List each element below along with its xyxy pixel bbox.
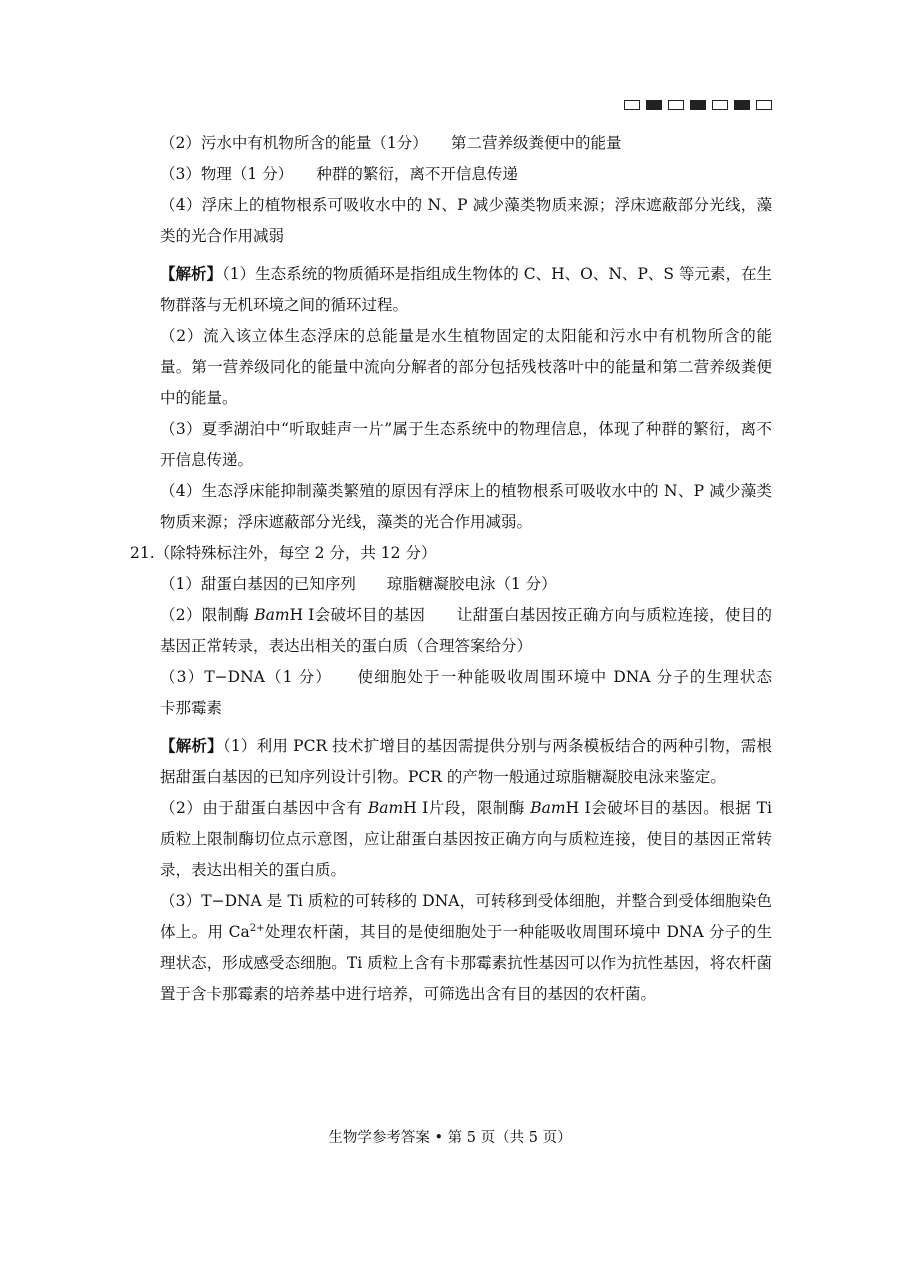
q21-analysis-1: 【解析】（1）利用 PCR 技术扩增目的基因需提供分别与两条模板结合的两种引物，需根据甜蛋白基因的已知序列设计引物。PCR 的产物一般通过琼脂糖凝胶电泳来鉴定。 <box>160 736 772 786</box>
empty-square-mark <box>712 100 728 110</box>
q20-answer-2: （2）污水中有机物所含的能量（1分） 第二营养级粪便中的能量 <box>160 134 622 152</box>
q20-answer-4: （4）浮床上的植物根系可吸收水中的 N、P 减少藻类物质来源；浮床遮蔽部分光线，藻类的光合作用减弱 <box>160 196 772 245</box>
empty-square-mark <box>756 100 772 110</box>
q20-analysis-3: （3）夏季湖泊中“听取蛙声一片”属于生态系统中的物理信息，体现了种群的繁衍，离不开信息传递。 <box>160 420 772 469</box>
empty-square-mark <box>624 100 640 110</box>
q20-analysis-2: （2）流入该立体生态浮床的总能量是水生植物固定的太阳能和污水中有机物所含的能量。第一营养级同化的能量中流向分解者的部分包括残枝落叶中的能量和第二营养级粪便中的能量。 <box>160 327 772 407</box>
page-footer: 生物学参考答案 • 第 5 页（共 5 页） <box>328 1130 572 1146</box>
q21-answer-2: （2）限制酶 BamH Ⅰ会破坏目的基因 让甜蛋白基因按正确方向与质粒连接，使目的基因正常转录，表达出相关的蛋白质（合理答案给分） <box>160 606 772 655</box>
superscript: 2+ <box>249 922 265 934</box>
page-marks <box>624 100 772 110</box>
empty-square-mark <box>668 100 684 110</box>
q21-analysis-2: （2）由于甜蛋白基因中含有 BamH Ⅰ片段，限制酶 BamH Ⅰ会破坏目的基因。根据 Ti 质粒上限制酶切位点示意图，应让甜蛋白基因按正确方向与质粒连接，使目的基因正常转录，表达出相关的蛋白质。 <box>160 799 777 879</box>
answer-content <box>130 128 804 1010</box>
q21-answer-3: （3）T−DNA（1 分） 使细胞处于一种能吸收周围环境中 DNA 分子的生理状态 卡那霉素 <box>160 668 804 717</box>
q21-header: 21.（除特殊标注外，每空 2 分，共 12 分） <box>130 544 437 562</box>
q20-analysis-1: 【解析】（1）生态系统的物质循环是指组成生物体的 C、H、O、N、P、S 等元素，在生物群落与无机环境之间的循环过程。 <box>160 264 772 314</box>
q20-analysis-4: （4）生态浮床能抑制藻类繁殖的原因有浮床上的植物根系可吸收水中的 N、P 减少藻类物质来源；浮床遮蔽部分光线，藻类的光合作用减弱。 <box>160 482 772 531</box>
filled-square-mark <box>690 100 706 110</box>
q21-answer-1: （1）甜蛋白基因的已知序列 琼脂糖凝胶电泳（1 分） <box>160 575 557 593</box>
q21-analysis-3: （3）T−DNA 是 Ti 质粒的可转移的 DNA，可转移到受体细胞，并整合到受体细胞染色体上。用 $Ca^{2+}$处理农杆菌，其目的是使细胞处于一种能吸收周围环境中 DNA 分子的生理状态，形成感受态细胞。Ti 质粒上含有卡那霉素抗性基因可以作为抗性基因，将农杆菌置于含卡那霉素的培养基中进行培养，可筛选出含有目的基因的农杆菌。 <box>160 892 772 1003</box>
filled-square-mark <box>646 100 662 110</box>
analysis-label: 【解析】 <box>160 264 223 283</box>
filled-square-mark <box>734 100 750 110</box>
analysis-label: 【解析】 <box>160 736 223 755</box>
q20-answer-3: （3）物理（1 分） 种群的繁衍，离不开信息传递 <box>160 165 518 183</box>
